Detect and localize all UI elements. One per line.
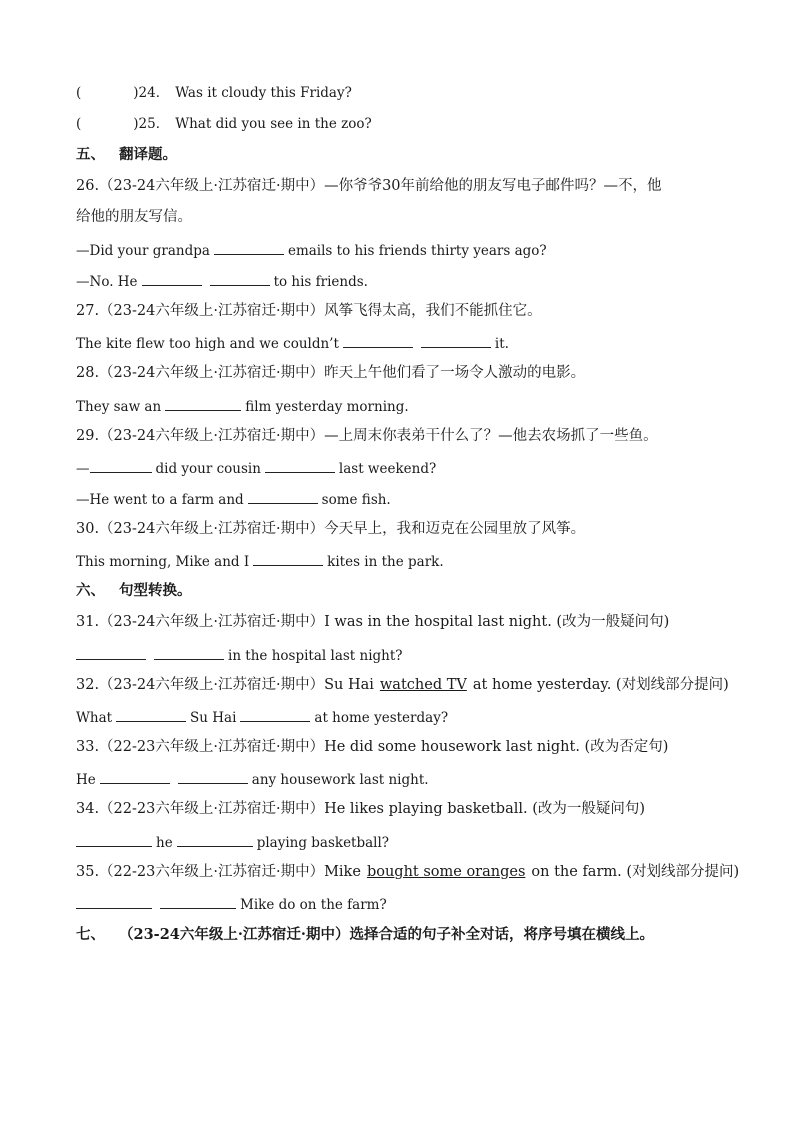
answer-blank[interactable]: [76, 894, 152, 909]
question-27-prompt: 27.（23-24六年级上·江苏宿迁·期中）风筝飞得太高，我们不能抓住它。: [76, 303, 542, 319]
question-29-answer-2: [76, 489, 391, 509]
answer-text: He: [76, 772, 96, 788]
answer-text: kites in the park.: [327, 554, 444, 570]
answer-blank[interactable]: [343, 333, 413, 348]
section-7-heading: [76, 926, 654, 944]
question-33-answer: [76, 769, 429, 789]
underlined-phrase: watched TV: [379, 677, 467, 693]
question-35-answer: [76, 894, 387, 914]
question-30-answer: [76, 551, 444, 571]
question-number: )24．: [133, 85, 170, 101]
question-26-answer-2: [76, 271, 368, 291]
question-28-prompt: 28.（23-24六年级上·江苏宿迁·期中）昨天上午他们看了一场令人激动的电影。: [76, 365, 586, 381]
question-26-prompt-cont: 给他的朋友写信。: [76, 209, 192, 225]
answer-text: What: [76, 710, 113, 726]
answer-text: Mike do on the farm?: [240, 897, 387, 913]
answer-text: in the hospital last night?: [228, 648, 403, 664]
answer-text: —: [76, 461, 90, 477]
question-number: )25．: [133, 116, 170, 132]
question-text: Was it cloudy this Friday?: [175, 85, 352, 101]
prompt-text: 32.（23-24六年级上·江苏宿迁·期中）Su Hai: [76, 677, 374, 693]
section-number: 五、: [76, 146, 105, 163]
question-28-answer: [76, 396, 409, 416]
answer-blank[interactable]: [154, 645, 224, 660]
section-title: 翻译题。: [119, 146, 177, 163]
question-29-answer-1: [76, 458, 436, 478]
answer-blank[interactable]: [214, 240, 284, 255]
question-29-prompt: 29.（23-24六年级上·江苏宿迁·期中）—上周末你表弟干什么了？—他去农场抓了一些鱼。: [76, 428, 658, 444]
answer-blank[interactable]: [142, 271, 202, 286]
answer-blank[interactable]: [265, 458, 335, 473]
answer-blank[interactable]: [116, 707, 186, 722]
underlined-phrase: bought some oranges: [366, 864, 526, 880]
question-33-prompt: 33.（22-23六年级上·江苏宿迁·期中）He did some housework last night. (改为否定句): [76, 739, 669, 755]
question-34-answer: [76, 832, 389, 852]
question-32-prompt: [76, 676, 729, 694]
prompt-text: at home yesterday. (对划线部分提问): [472, 677, 729, 693]
question-text: What did you see in the zoo?: [175, 116, 372, 132]
question-24: [76, 84, 352, 102]
section-title: （23-24六年级上·江苏宿迁·期中）选择合适的句子补全对话，将序号填在横线上。: [119, 926, 654, 943]
answer-text: Su Hai: [190, 710, 237, 726]
answer-blank[interactable]: [178, 769, 248, 784]
section-number: 六、: [76, 582, 105, 599]
question-26-prompt: 26.（23-24六年级上·江苏宿迁·期中）—你爷爷30年前给他的朋友写电子邮件吗？—不，他: [76, 178, 662, 194]
answer-text: did your cousin: [155, 461, 261, 477]
answer-blank[interactable]: [240, 707, 310, 722]
answer-blank[interactable]: [165, 396, 241, 411]
question-26-answer-1: [76, 240, 547, 260]
answer-blank[interactable]: [248, 489, 318, 504]
question-35-prompt: [76, 863, 739, 881]
answer-text: playing basketball?: [256, 835, 390, 851]
paren-open: (: [76, 116, 82, 132]
answer-text: The kite flew too high and we couldn’t: [76, 336, 339, 352]
answer-blank[interactable]: [76, 832, 152, 847]
section-title: 句型转换。: [119, 582, 192, 599]
section-number: 七、: [76, 926, 105, 943]
section-6-heading: [76, 582, 192, 600]
prompt-text: 35.（22-23六年级上·江苏宿迁·期中）Mike: [76, 864, 361, 880]
answer-text: at home yesterday?: [314, 710, 449, 726]
question-25: [76, 115, 372, 133]
answer-text: film yesterday morning.: [245, 399, 409, 415]
section-5-heading: [76, 146, 177, 164]
answer-text: last weekend?: [338, 461, 437, 477]
question-34-prompt: 34.（22-23六年级上·江苏宿迁·期中）He likes playing basketball. (改为一般疑问句): [76, 801, 646, 817]
answer-text: to his friends.: [273, 274, 368, 290]
answer-text: —He went to a farm and: [76, 492, 244, 508]
question-30-prompt: 30.（23-24六年级上·江苏宿迁·期中）今天早上，我和迈克在公园里放了风筝。: [76, 521, 586, 537]
answer-blank[interactable]: [160, 894, 236, 909]
answer-blank[interactable]: [90, 458, 152, 473]
answer-text: some fish.: [321, 492, 391, 508]
answer-blank[interactable]: [421, 333, 491, 348]
answer-text: he: [156, 835, 173, 851]
answer-blank[interactable]: [100, 769, 170, 784]
question-32-answer: [76, 707, 448, 727]
answer-blank[interactable]: [210, 271, 270, 286]
question-27-answer: [76, 333, 509, 353]
answer-blank[interactable]: [76, 645, 146, 660]
answer-blank[interactable]: [177, 832, 253, 847]
answer-blank[interactable]: [253, 551, 323, 566]
answer-text: —No. He: [76, 274, 138, 290]
answer-text: —Did your grandpa: [76, 243, 210, 259]
answer-text: any housework last night.: [251, 772, 429, 788]
answer-text: emails to his friends thirty years ago?: [287, 243, 547, 259]
answer-text: it.: [494, 336, 509, 352]
answer-text: This morning, Mike and I: [76, 554, 250, 570]
question-31-answer: [76, 645, 403, 665]
paren-open: (: [76, 85, 82, 101]
question-31-prompt: 31.（23-24六年级上·江苏宿迁·期中）I was in the hospital last night. (改为一般疑问句): [76, 614, 670, 630]
prompt-text: on the farm. (对划线部分提问): [531, 864, 740, 880]
answer-text: They saw an: [76, 399, 162, 415]
